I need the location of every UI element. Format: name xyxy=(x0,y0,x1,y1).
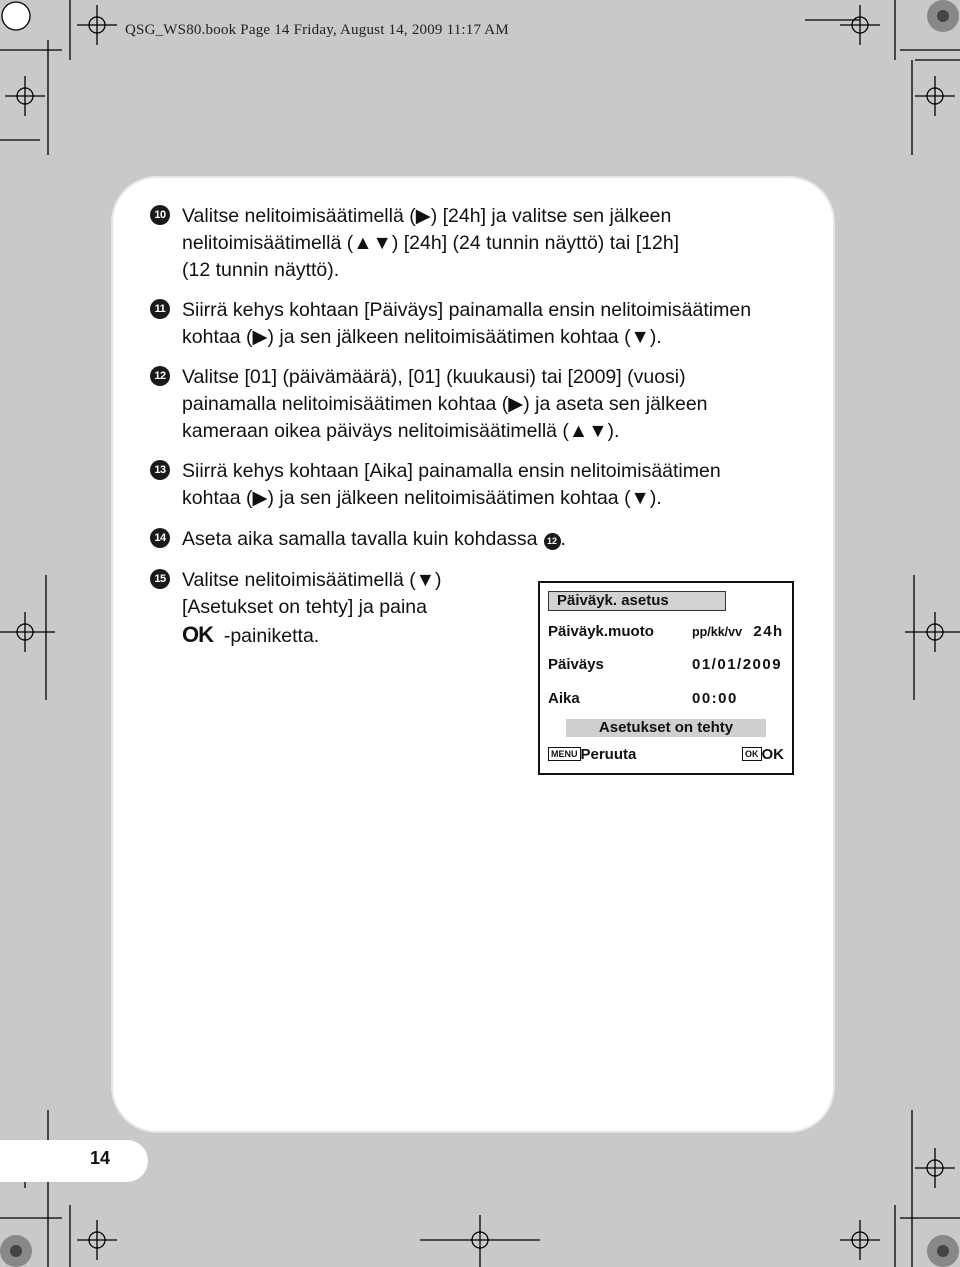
step-text: Aseta aika samalla tavalla kuin kohdassa 12 . xyxy=(182,528,566,550)
settings-done-option[interactable]: Asetukset on tehty xyxy=(566,719,766,737)
step-text: Valitse [01] (päivämäärä), [01] (kuukausi) tai [2009] (vuosi) painamalla nelitoimisäätimen kohtaa (▶) ja aseta sen jälkeen kameraan oikea päiväys nelitoimisäätimellä (▲▼). xyxy=(182,366,708,442)
step-number-badge: 10 xyxy=(150,205,170,225)
step-number-badge: 12 xyxy=(150,366,170,386)
ok-button-symbol: OK xyxy=(182,622,213,647)
date-format-row: Päiväyk.muoto pp/kk/vv 24h xyxy=(548,623,784,640)
camera-date-settings-screen xyxy=(538,581,794,775)
step-text: Valitse nelitoimisäätimellä (▶) [24h] ja valitse sen jälkeen nelitoimisäätimellä (▲▼) [24h] (24 tunnin näyttö) tai [12h] (12 tunnin näyttö). xyxy=(182,205,680,281)
step-number-badge: 13 xyxy=(150,460,170,480)
step-number-badge: 15 xyxy=(150,569,170,589)
step-number-badge: 11 xyxy=(150,299,170,319)
print-header: QSG_WS80.book Page 14 Friday, August 14, 2009 11:17 AM xyxy=(125,22,509,38)
step-number-badge: 14 xyxy=(150,528,170,548)
step-text: Valitse nelitoimisäätimellä (▼) [Asetukset on tehty] ja paina OK -painiketta. xyxy=(182,569,442,647)
menu-key-icon: MENU xyxy=(548,747,581,761)
page-number: 14 xyxy=(89,1148,111,1168)
ok-hint: OK OK xyxy=(742,746,784,763)
ok-key-icon: OK xyxy=(742,747,762,761)
step-text: Siirrä kehys kohtaan [Päiväys] painamalla ensin nelitoimisäätimen kohtaa (▶) ja sen jälkeen nelitoimisäätimen kohtaa (▼). xyxy=(182,299,752,348)
cancel-hint: MENU Peruuta xyxy=(548,746,636,763)
date-row: Päiväys 01/01/2009 xyxy=(548,656,783,673)
time-row: Aika 00:00 xyxy=(548,690,738,707)
screen-title: Päiväyk. asetus xyxy=(548,591,726,611)
step-reference-badge: 12 xyxy=(544,533,561,550)
step-text: Siirrä kehys kohtaan [Aika] painamalla ensin nelitoimisäätimen kohtaa (▶) ja sen jälkeen nelitoimisäätimen kohtaa (▼). xyxy=(182,460,721,509)
